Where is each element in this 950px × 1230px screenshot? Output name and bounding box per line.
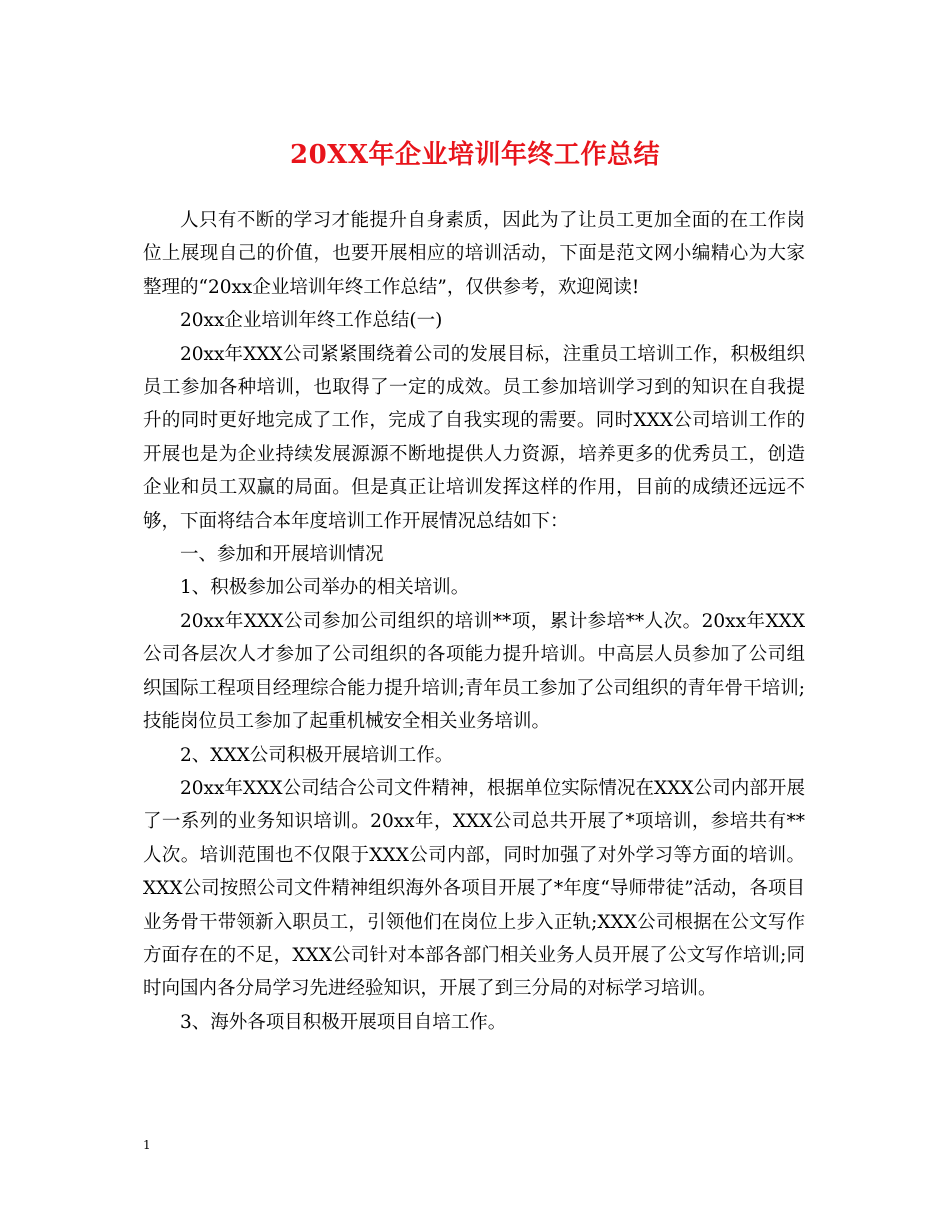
paragraph-heading-one: 一、参加和开展培训情况 (180, 544, 384, 566)
paragraph-item-2-detail: 20xx年XXX公司结合公司文件精神，根据单位实际情况在XXX公司内部开展了一系列的业务知识培训。20xx年，XXX公司总共开展了*项培训，参培共有**人次。培训范围也不仅限于XXX公司内部，同时加强了对外学习等方面的培训。XXX公司按照公司文件精神组织海外各项目开展了*年度“导师带徒”活动，各项目业务骨干带领新入职员工，引领他们在岗位上步入正轨;XXX公司根据在公文写作方面存在的不足，XXX公司针对本部各部门相关业务人员开展了公文写作培训;同时向国内各分局学习先进经验知识，开展了到三分局的对标学习培训。 (143, 777, 805, 1000)
paragraph-item-1-detail: 20xx年XXX公司参加公司组织的培训**项，累计参培**人次。20xx年XXX公司各层次人才参加了公司组织的各项能力提升培训。中高层人员参加了公司组织国际工程项目经理综合能力提升培训;青年员工参加了公司组织的青年骨干培训;技能岗位员工参加了起重机械安全相关业务培训。 (143, 610, 805, 733)
page-number: 1 (143, 1138, 151, 1152)
paragraph-intro: 人只有不断的学习才能提升自身素质，因此为了让员工更加全面的在工作岗位上展现自己的价值，也要开展相应的培训活动，下面是范文网小编精心为大家整理的“20xx企业培训年终工作总结”，仅供参考，欢迎阅读! (143, 210, 805, 298)
paragraph-item-3: 3、海外各项目积极开展项目自培工作。 (180, 1011, 507, 1033)
paragraph-overview: 20xx年XXX公司紧紧围绕着公司的发展目标，注重员工培训工作，积极组织员工参加各种培训，也取得了一定的成效。员工参加培训学习到的知识在自我提升的同时更好地完成了工作，完成了自我实现的需要。同时XXX公司培训工作的开展也是为企业持续发展源源不断地提供人力资源，培养更多的优秀员工，创造企业和员工双赢的局面。但是真正让培训发挥这样的作用，目前的成绩还远远不够，下面将结合本年度培训工作开展情况总结如下： (143, 343, 805, 532)
paragraph-section-heading: 20xx企业培训年终工作总结(一) (180, 310, 443, 332)
paragraph-item-2: 2、XXX公司积极开展培训工作。 (180, 744, 454, 766)
document-title: 20XX年企业培训年终工作总结 (289, 140, 661, 170)
document-body (143, 204, 805, 1039)
paragraph-item-1: 1、积极参加公司举办的相关培训。 (180, 577, 470, 599)
